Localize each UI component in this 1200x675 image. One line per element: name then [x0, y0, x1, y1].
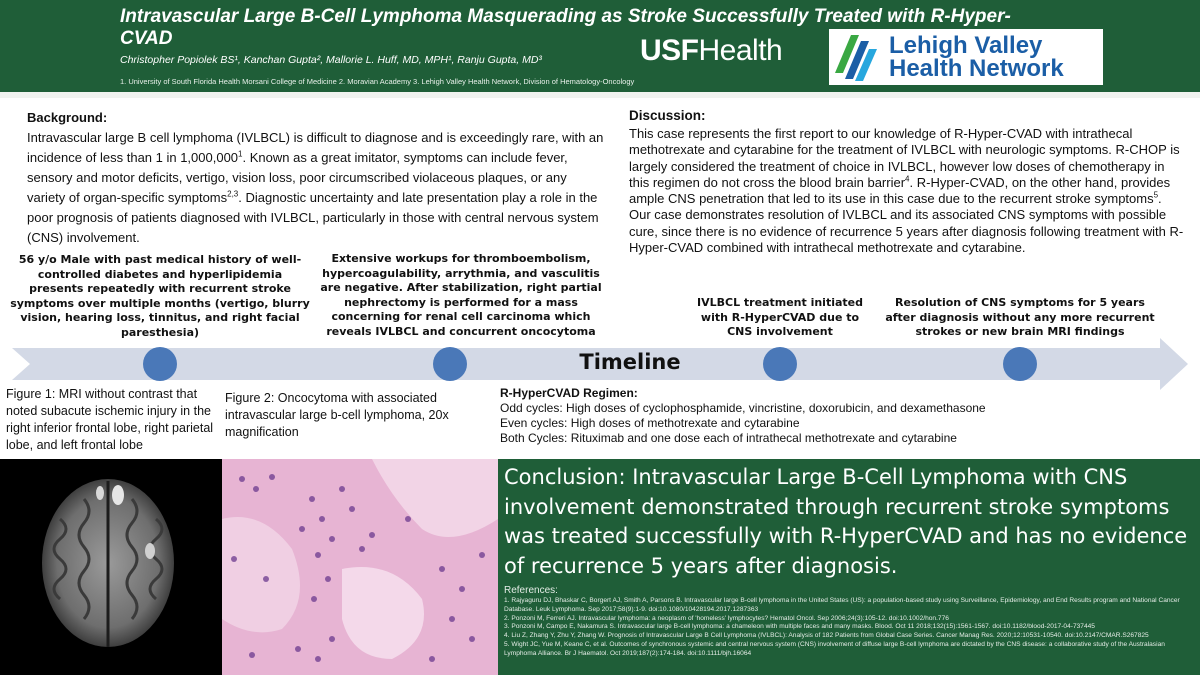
timeline-dot-3	[763, 347, 797, 381]
background-p3: . Diagnostic uncertainty and late presentation play a role in the poor prognosis of patients diagnosed with IVLBCL, particularly in those with central nervous system (CNS) involvement.	[27, 190, 599, 245]
header-divider	[0, 92, 1200, 98]
poster-title: Intravascular Large B-Cell Lymphoma Masquerading as Stroke Successfully Treated with R-Hyper-CVAD	[120, 6, 1011, 49]
background-p1: Intravascular large B cell lymphoma (IVLBCL) is difficult to diagnose and is exceedingly rare, with an incidence of less than 1 in 1,000,000	[27, 130, 604, 165]
affiliations: 1. University of South Florida Health Morsani College of Medicine 2. Moravian Academy 3. Lehigh Valley Health Network, Division of Hematology-Oncology	[120, 77, 635, 86]
regimen-both: Both Cycles: Rituximab and one dose each of intrathecal methotrexate and cytarabine	[500, 431, 957, 445]
reference-item: 1. Rajyaguru DJ, Bhaskar C, Borgert AJ, Smith A, Parsons B. Intravascular large B-cell lymphoma in the United States (US): a population-based study using Surveillance, Epidemiology, and End Results program and National Cancer Database. Leuk Lymphoma. Sep 2017;58(9):1-9. doi:10.1080/10428194.2017.1287363	[504, 597, 1180, 613]
background-text	[27, 128, 607, 248]
discussion-p1: This case represents the first report to our knowledge of R-Hyper-CVAD with intrathecal methotrexate and cytarabine for the treatment of IVLBCL with neurologic symptoms. R-CHOP is largely considered the treatment of choice in IVLBCL, however low doses of chemotherapy in this regimen do not cross the blood brain barrier	[629, 126, 1180, 190]
usf-health-logo	[640, 34, 782, 68]
timeline-event-4: Resolution of CNS symptoms for 5 years after diagnosis without any more recurrent strokes or new brain MRI findings	[885, 296, 1155, 338]
regimen-box	[500, 386, 1190, 446]
timeline-dot-1	[143, 347, 177, 381]
reference-item: 5. Wight JC, Yue M, Keane C, et al. Outcomes of synchronous systemic and central nervous system (CNS) involvement of diffuse large B-cell lymphoma are dictated by the CNS disease: a collaborative study of the Australasian Lymphoma Alliance. Br J Haematol. Oct 2019;187(2):174-184. doi:10.1111/bjh.16064	[504, 640, 1165, 657]
discussion-sup1: 4	[905, 174, 910, 184]
discussion-heading: Discussion:	[629, 108, 706, 123]
figure-1-caption: Figure 1: MRI without contrast that noted subacute ischemic injury in the right inferior frontal lobe, right parietal lobe, and left frontal lobe	[6, 387, 214, 452]
background-heading: Background:	[27, 110, 108, 125]
usf-logo-bold: USF	[640, 34, 699, 67]
background-sup2: 2,3	[227, 189, 239, 199]
author-list: Christopher Popiolek BS¹, Kanchan Gupta², Mallorie L. Huff, MD, MPH¹, Ranju Gupta, MD³	[120, 54, 542, 66]
timeline-event-1: 56 y/o Male with past medical history of well-controlled diabetes and hyperlipidemia presents repeatedly with recurrent stroke symptoms over multiple months (vertigo, blurry vision, hearing loss, tinnitus, and right facial paresthesia)	[10, 253, 310, 339]
background-p2: . Known as a great imitator, symptoms can include fever, sensory and motor deficits, vertigo, vision loss, poor circumscribed violaceous plaques, or any variety of organ-specific symptoms	[27, 150, 568, 205]
conclusion-panel	[498, 459, 1200, 675]
references	[504, 585, 1196, 659]
figure-2-caption: Figure 2: Oncocytoma with associated intravascular large b-cell lymphoma, 20x magnification	[225, 391, 449, 439]
discussion-p3: . Our case demonstrates resolution of IVLBCL and its associated CNS symptoms with possible cure, since there is no evidence of recurrence 5 years after diagnosis following treatment with R-Hyper-CVAD combined with intrathecal methotrexate and cytarabine.	[629, 191, 1184, 256]
poster-header	[0, 0, 1200, 92]
figure-1-mri-image	[0, 459, 222, 675]
timeline-event-3: IVLBCL treatment initiated with R-HyperCVAD due to CNS involvement	[697, 296, 863, 338]
reference-item: 2. Ponzoni M, Ferreri AJ. Intravascular lymphoma: a neoplasm of 'homeless' lymphocytes? Hematol Oncol. Sep 2006;24(3):105-12. doi:10.1002/hon.776	[504, 614, 949, 622]
timeline-dot-4	[1003, 347, 1037, 381]
discussion-p2: . R-Hyper-CVAD, on the other hand, provides ample CNS penetration that led to its use in this case due to the recurrent stroke symptoms	[629, 174, 1171, 207]
timeline-dot-2	[433, 347, 467, 381]
conclusion-text: Conclusion: Intravascular Large B-Cell Lymphoma with CNS involvement demonstrated through recurrent stroke symptoms was treated successfully with R-HyperCVAD and has no evidence of recurrence 5 years after diagnosis.	[504, 465, 1188, 578]
timeline-label: Timeline	[579, 350, 681, 374]
usf-logo-light: Health	[698, 34, 783, 67]
regimen-odd: Odd cycles: High doses of cyclophosphamide, vincristine, doxorubicin, and dexamethasone	[500, 401, 986, 415]
background-sup1: 1	[238, 149, 243, 159]
lvhn-line1: Lehigh Valley	[889, 32, 1043, 59]
discussion-text	[629, 126, 1185, 256]
lvhn-logo	[829, 29, 1103, 85]
references-heading: References:	[504, 585, 558, 596]
regimen-title: R-HyperCVAD Regimen:	[500, 386, 638, 400]
reference-item: 4. Liu Z, Zhang Y, Zhu Y, Zhang W. Prognosis of Intravascular Large B Cell Lymphoma (IVLBCL): Analysis of 182 Patients from Global Case Series. Cancer Manag Res. 2020;12:10531-10540. doi:10.2147/CMAR.S267825	[504, 632, 1149, 640]
lvhn-line2: Health Network	[889, 55, 1064, 82]
timeline-event-2: Extensive workups for thromboembolism, hypercoagulability, arrythmia, and vasculitis are negative. After stabilization, right partial nephrectomy is performed for a mass concerning for renal cell carcinoma which reveals IVLBCL and concurrent oncocytoma	[320, 252, 602, 338]
lvhn-wordmark	[889, 34, 1064, 80]
reference-item: 3. Ponzoni M, Campo E, Nakamura S. Intravascular large B-cell lymphoma: a chameleon with multiple faces and many masks. Blood. Oct 11 2018;132(15):1561-1567. doi:10.1182/blood-2017-04-737445	[504, 623, 1095, 631]
discussion-sup2: 5	[1153, 190, 1159, 200]
figure-2-histology-image	[222, 459, 498, 675]
lvhn-mark-icon	[829, 29, 887, 85]
regimen-even: Even cycles: High doses of methotrexate and cytarabine	[500, 416, 800, 430]
